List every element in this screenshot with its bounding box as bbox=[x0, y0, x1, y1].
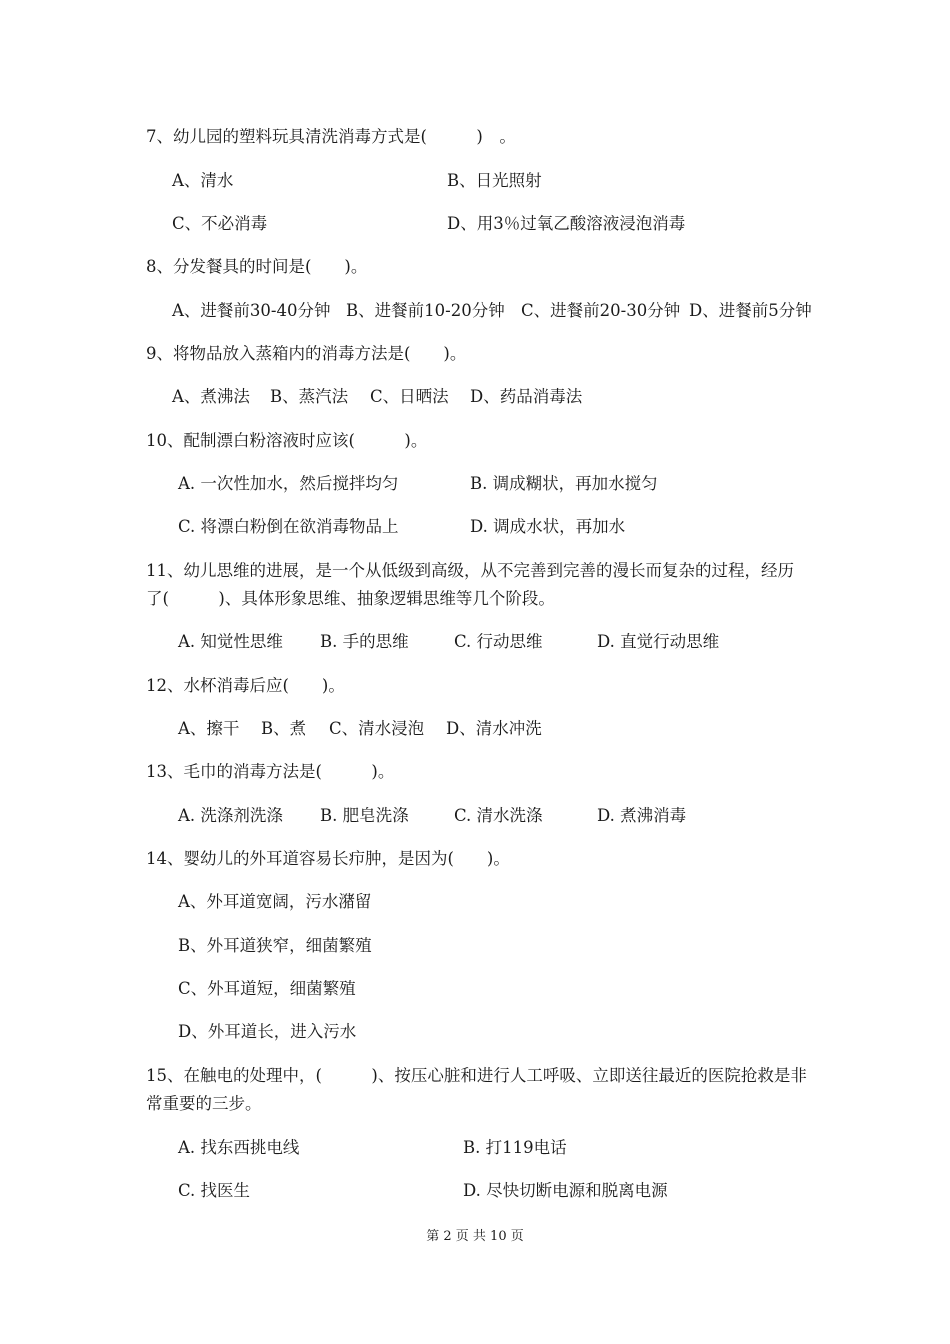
question-12-option-d: D、清水冲洗 bbox=[446, 719, 542, 738]
question-9-option-a: A、煮沸法 bbox=[172, 387, 250, 406]
question-8-option-d: D、进餐前5分钟 bbox=[689, 301, 812, 320]
question-12-option-b: B、煮 bbox=[261, 719, 307, 738]
question-8-option-a: A、进餐前30-40分钟 bbox=[172, 301, 331, 320]
question-14-option-c: C、外耳道短，细菌繁殖 bbox=[178, 979, 356, 998]
question-11-option-d: D. 直觉行动思维 bbox=[597, 632, 720, 651]
question-15-option-c: C. 找医生 bbox=[178, 1181, 251, 1200]
question-15-stem: 15、在触电的处理中，( )、按压心脏和进行人工呼吸、立即送往最近的医院抢救是非 bbox=[146, 1066, 807, 1085]
question-7-option-a: A、清水 bbox=[172, 171, 234, 190]
question-9-stem: 9、将物品放入蒸箱内的消毒方法是( )。 bbox=[146, 344, 467, 363]
question-15-option-a: A. 找东西挑电线 bbox=[178, 1138, 300, 1157]
question-13-option-c: C. 清水洗涤 bbox=[454, 806, 543, 825]
question-7-option-d: D、用3％过氧乙酸溶液浸泡消毒 bbox=[447, 214, 686, 233]
question-10-option-b: B. 调成糊状，再加水搅匀 bbox=[470, 474, 658, 493]
question-13-stem: 13、毛巾的消毒方法是( )。 bbox=[146, 762, 395, 781]
question-14-option-b: B、外耳道狭窄，细菌繁殖 bbox=[178, 936, 372, 955]
question-8-option-b: B、进餐前10-20分钟 bbox=[346, 301, 505, 320]
question-13-option-a: A. 洗涤剂洗涤 bbox=[178, 806, 283, 825]
question-15-option-d: D. 尽快切断电源和脱离电源 bbox=[463, 1181, 668, 1200]
question-10-stem: 10、配制漂白粉溶液时应该( )。 bbox=[146, 431, 428, 450]
question-9-option-b: B、蒸汽法 bbox=[270, 387, 349, 406]
question-7-option-b: B、日光照射 bbox=[447, 171, 542, 190]
question-13-option-b: B. 肥皂洗涤 bbox=[320, 806, 409, 825]
question-12-option-c: C、清水浸泡 bbox=[329, 719, 425, 738]
question-15-stem-continued: 常重要的三步。 bbox=[146, 1094, 262, 1113]
question-11-option-c: C. 行动思维 bbox=[454, 632, 543, 651]
question-11-option-b: B. 手的思维 bbox=[320, 632, 409, 651]
question-10-option-d: D. 调成水状，再加水 bbox=[470, 517, 626, 536]
question-7-stem: 7、幼儿园的塑料玩具清洗消毒方式是( ) 。 bbox=[146, 127, 516, 146]
question-7-option-c: C、不必消毒 bbox=[172, 214, 268, 233]
question-9-option-c: C、日晒法 bbox=[370, 387, 449, 406]
question-12-option-a: A、擦干 bbox=[178, 719, 240, 738]
question-14-option-d: D、外耳道长，进入污水 bbox=[178, 1022, 357, 1041]
page-number-footer: 第 2 页 共 10 页 bbox=[426, 1229, 524, 1244]
question-13-option-d: D. 煮沸消毒 bbox=[597, 806, 687, 825]
question-10-option-a: A. 一次性加水，然后搅拌均匀 bbox=[178, 474, 399, 493]
question-8-option-c: C、进餐前20-30分钟 bbox=[521, 301, 681, 320]
question-11-option-a: A. 知觉性思维 bbox=[178, 632, 283, 651]
question-15-option-b: B. 打119电话 bbox=[463, 1138, 567, 1157]
question-11-stem-continued: 了( )、具体形象思维、抽象逻辑思维等几个阶段。 bbox=[146, 589, 555, 608]
question-12-stem: 12、水杯消毒后应( )。 bbox=[146, 676, 345, 695]
question-11-stem: 11、幼儿思维的进展，是一个从低级到高级，从不完善到完善的漫长而复杂的过程，经历 bbox=[146, 561, 794, 580]
question-14-stem: 14、婴幼儿的外耳道容易长疖肿，是因为( )。 bbox=[146, 849, 510, 868]
question-10-option-c: C. 将漂白粉倒在欲消毒物品上 bbox=[178, 517, 399, 536]
question-9-option-d: D、药品消毒法 bbox=[470, 387, 583, 406]
question-8-stem: 8、分发餐具的时间是( )。 bbox=[146, 257, 368, 276]
question-14-option-a: A、外耳道宽阔，污水潴留 bbox=[178, 892, 372, 911]
